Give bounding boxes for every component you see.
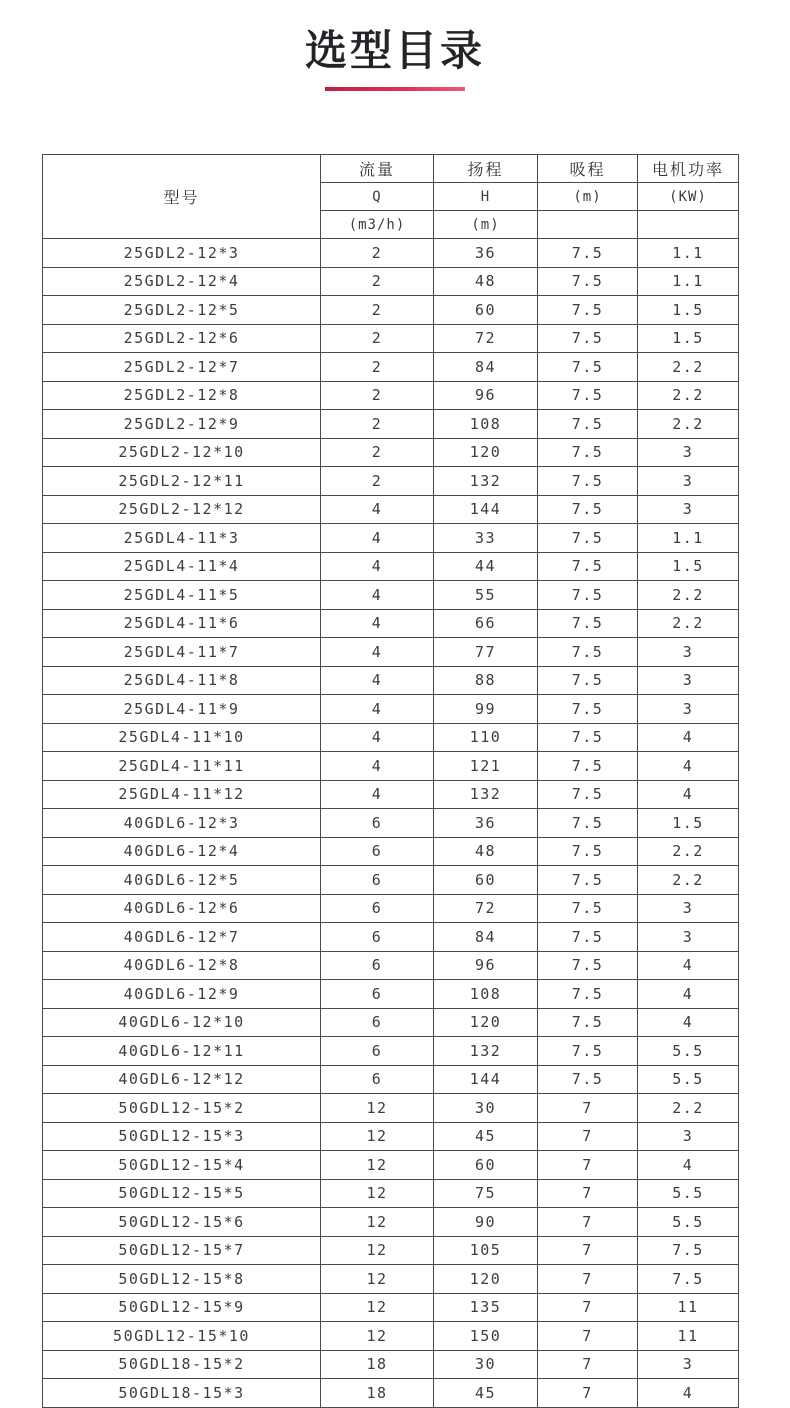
header-row-names — [43, 155, 739, 183]
cell-head: 132 — [434, 1037, 538, 1066]
cell-head: 60 — [434, 1151, 538, 1180]
table-row — [43, 837, 739, 866]
cell-model: 25GDL4-11*6 — [43, 609, 321, 638]
cell-model: 25GDL2-12*7 — [43, 353, 321, 382]
cell-suction: 7.5 — [538, 438, 638, 467]
cell-power: 11 — [638, 1293, 739, 1322]
cell-flow: 12 — [321, 1179, 434, 1208]
header-flow-symbol: Q — [321, 183, 434, 211]
cell-model: 25GDL2-12*11 — [43, 467, 321, 496]
cell-model: 50GDL12-15*4 — [43, 1151, 321, 1180]
cell-suction: 7.5 — [538, 1008, 638, 1037]
cell-flow: 6 — [321, 1008, 434, 1037]
cell-flow: 6 — [321, 951, 434, 980]
cell-model: 25GDL4-11*5 — [43, 581, 321, 610]
cell-head: 120 — [434, 1265, 538, 1294]
cell-model: 25GDL4-11*11 — [43, 752, 321, 781]
cell-power: 11 — [638, 1322, 739, 1351]
cell-flow: 4 — [321, 695, 434, 724]
header-suction-name: 吸程 — [538, 155, 638, 183]
cell-flow: 6 — [321, 809, 434, 838]
cell-power: 1.5 — [638, 324, 739, 353]
cell-model: 25GDL2-12*5 — [43, 296, 321, 325]
cell-model: 40GDL6-12*6 — [43, 894, 321, 923]
cell-power: 3 — [638, 894, 739, 923]
cell-head: 108 — [434, 410, 538, 439]
cell-power: 2.2 — [638, 581, 739, 610]
cell-flow: 2 — [321, 267, 434, 296]
cell-head: 36 — [434, 809, 538, 838]
cell-suction: 7.5 — [538, 324, 638, 353]
cell-flow: 4 — [321, 752, 434, 781]
cell-head: 132 — [434, 467, 538, 496]
cell-flow: 2 — [321, 324, 434, 353]
cell-power: 3 — [638, 467, 739, 496]
table-row — [43, 695, 739, 724]
table-row — [43, 267, 739, 296]
table-row — [43, 1008, 739, 1037]
cell-power: 2.2 — [638, 353, 739, 382]
cell-flow: 2 — [321, 438, 434, 467]
cell-flow: 12 — [321, 1293, 434, 1322]
cell-power: 1.5 — [638, 296, 739, 325]
cell-suction: 7 — [538, 1094, 638, 1123]
table-row — [43, 324, 739, 353]
cell-model: 50GDL12-15*2 — [43, 1094, 321, 1123]
cell-head: 88 — [434, 666, 538, 695]
cell-flow: 12 — [321, 1265, 434, 1294]
cell-suction: 7.5 — [538, 353, 638, 382]
table-row — [43, 1236, 739, 1265]
cell-flow: 4 — [321, 524, 434, 553]
cell-power: 2.2 — [638, 381, 739, 410]
cell-model: 50GDL12-15*5 — [43, 1179, 321, 1208]
cell-head: 150 — [434, 1322, 538, 1351]
cell-model: 50GDL12-15*9 — [43, 1293, 321, 1322]
cell-flow: 4 — [321, 609, 434, 638]
cell-head: 135 — [434, 1293, 538, 1322]
cell-head: 144 — [434, 1065, 538, 1094]
cell-flow: 4 — [321, 666, 434, 695]
header-suction-unit — [538, 211, 638, 239]
cell-suction: 7.5 — [538, 609, 638, 638]
cell-power: 2.2 — [638, 609, 739, 638]
cell-model: 50GDL12-15*8 — [43, 1265, 321, 1294]
cell-suction: 7.5 — [538, 780, 638, 809]
cell-model: 25GDL2-12*3 — [43, 239, 321, 268]
cell-power: 3 — [638, 638, 739, 667]
cell-head: 90 — [434, 1208, 538, 1237]
cell-head: 99 — [434, 695, 538, 724]
cell-model: 40GDL6-12*8 — [43, 951, 321, 980]
selection-table — [42, 154, 739, 1408]
cell-flow: 2 — [321, 381, 434, 410]
cell-head: 55 — [434, 581, 538, 610]
table-row — [43, 1322, 739, 1351]
cell-power: 5.5 — [638, 1037, 739, 1066]
cell-head: 30 — [434, 1350, 538, 1379]
cell-suction: 7.5 — [538, 809, 638, 838]
cell-power: 1.5 — [638, 809, 739, 838]
table-row — [43, 638, 739, 667]
cell-model: 25GDL4-11*10 — [43, 723, 321, 752]
cell-head: 96 — [434, 381, 538, 410]
cell-head: 66 — [434, 609, 538, 638]
cell-head: 33 — [434, 524, 538, 553]
cell-power: 4 — [638, 980, 739, 1009]
table-row — [43, 780, 739, 809]
header-suction-symbol: (m) — [538, 183, 638, 211]
table-row — [43, 524, 739, 553]
cell-power: 3 — [638, 1122, 739, 1151]
cell-head: 36 — [434, 239, 538, 268]
table-row — [43, 894, 739, 923]
cell-suction: 7.5 — [538, 980, 638, 1009]
cell-power: 1.5 — [638, 552, 739, 581]
cell-power: 5.5 — [638, 1179, 739, 1208]
cell-suction: 7.5 — [538, 723, 638, 752]
cell-flow: 12 — [321, 1208, 434, 1237]
cell-flow: 18 — [321, 1350, 434, 1379]
cell-suction: 7.5 — [538, 666, 638, 695]
table-row — [43, 866, 739, 895]
cell-suction: 7.5 — [538, 495, 638, 524]
cell-flow: 2 — [321, 239, 434, 268]
cell-suction: 7 — [538, 1122, 638, 1151]
cell-head: 60 — [434, 866, 538, 895]
table-row — [43, 581, 739, 610]
cell-suction: 7 — [538, 1208, 638, 1237]
cell-power: 1.1 — [638, 524, 739, 553]
table-row — [43, 923, 739, 952]
cell-model: 25GDL2-12*10 — [43, 438, 321, 467]
cell-model: 50GDL12-15*10 — [43, 1322, 321, 1351]
cell-flow: 6 — [321, 1037, 434, 1066]
cell-model: 40GDL6-12*4 — [43, 837, 321, 866]
cell-suction: 7.5 — [538, 581, 638, 610]
table-row — [43, 1179, 739, 1208]
cell-model: 40GDL6-12*5 — [43, 866, 321, 895]
cell-power: 3 — [638, 695, 739, 724]
cell-power: 3 — [638, 438, 739, 467]
cell-suction: 7.5 — [538, 837, 638, 866]
cell-model: 40GDL6-12*12 — [43, 1065, 321, 1094]
cell-power: 1.1 — [638, 239, 739, 268]
table-row — [43, 467, 739, 496]
cell-head: 108 — [434, 980, 538, 1009]
cell-flow: 12 — [321, 1094, 434, 1123]
cell-head: 120 — [434, 438, 538, 467]
page-title: 选型目录 — [304, 27, 485, 74]
table-row — [43, 752, 739, 781]
cell-head: 110 — [434, 723, 538, 752]
cell-flow: 4 — [321, 495, 434, 524]
table-row — [43, 495, 739, 524]
table-row — [43, 296, 739, 325]
cell-flow: 4 — [321, 552, 434, 581]
cell-model: 25GDL4-11*4 — [43, 552, 321, 581]
header-model: 型号 — [43, 155, 321, 239]
cell-suction: 7 — [538, 1322, 638, 1351]
table-row — [43, 1208, 739, 1237]
header-power-unit — [638, 211, 739, 239]
cell-head: 60 — [434, 296, 538, 325]
header-head-name: 扬程 — [434, 155, 538, 183]
cell-model: 25GDL4-11*9 — [43, 695, 321, 724]
cell-flow: 2 — [321, 467, 434, 496]
cell-model: 25GDL4-11*3 — [43, 524, 321, 553]
cell-power: 3 — [638, 666, 739, 695]
cell-model: 50GDL12-15*6 — [43, 1208, 321, 1237]
cell-head: 48 — [434, 837, 538, 866]
cell-power: 7.5 — [638, 1265, 739, 1294]
cell-head: 84 — [434, 353, 538, 382]
table-row — [43, 1122, 739, 1151]
cell-suction: 7 — [538, 1179, 638, 1208]
cell-power: 7.5 — [638, 1236, 739, 1265]
table-row — [43, 1094, 739, 1123]
table-row — [43, 438, 739, 467]
cell-power: 2.2 — [638, 866, 739, 895]
cell-model: 25GDL2-12*8 — [43, 381, 321, 410]
cell-flow: 6 — [321, 923, 434, 952]
header-flow-name: 流量 — [321, 155, 434, 183]
cell-head: 44 — [434, 552, 538, 581]
table-row — [43, 410, 739, 439]
cell-flow: 6 — [321, 894, 434, 923]
table-row — [43, 1293, 739, 1322]
table-row — [43, 1350, 739, 1379]
table-row — [43, 1379, 739, 1408]
cell-suction: 7 — [538, 1379, 638, 1408]
cell-flow: 6 — [321, 980, 434, 1009]
cell-flow: 4 — [321, 638, 434, 667]
cell-suction: 7.5 — [538, 410, 638, 439]
cell-flow: 4 — [321, 723, 434, 752]
cell-head: 132 — [434, 780, 538, 809]
cell-model: 40GDL6-12*7 — [43, 923, 321, 952]
cell-suction: 7.5 — [538, 1037, 638, 1066]
cell-head: 45 — [434, 1122, 538, 1151]
cell-model: 25GDL2-12*6 — [43, 324, 321, 353]
header-flow-unit: (m3/h) — [321, 211, 434, 239]
cell-head: 144 — [434, 495, 538, 524]
table-row — [43, 666, 739, 695]
cell-power: 5.5 — [638, 1065, 739, 1094]
cell-flow: 12 — [321, 1151, 434, 1180]
table-row — [43, 809, 739, 838]
cell-head: 72 — [434, 894, 538, 923]
cell-head: 48 — [434, 267, 538, 296]
cell-power: 4 — [638, 723, 739, 752]
cell-flow: 6 — [321, 837, 434, 866]
header-head-unit: (m) — [434, 211, 538, 239]
cell-head: 75 — [434, 1179, 538, 1208]
title-underline — [325, 87, 465, 91]
title-block — [0, 0, 790, 91]
cell-power: 4 — [638, 951, 739, 980]
cell-flow: 2 — [321, 410, 434, 439]
cell-suction: 7.5 — [538, 951, 638, 980]
cell-flow: 4 — [321, 780, 434, 809]
cell-flow: 2 — [321, 353, 434, 382]
table-row — [43, 381, 739, 410]
cell-head: 77 — [434, 638, 538, 667]
table-row — [43, 1265, 739, 1294]
table-header — [43, 155, 739, 239]
cell-power: 1.1 — [638, 267, 739, 296]
cell-model: 50GDL18-15*2 — [43, 1350, 321, 1379]
cell-suction: 7 — [538, 1293, 638, 1322]
cell-suction: 7.5 — [538, 552, 638, 581]
cell-suction: 7.5 — [538, 381, 638, 410]
table-row — [43, 239, 739, 268]
cell-power: 4 — [638, 752, 739, 781]
cell-model: 25GDL2-12*9 — [43, 410, 321, 439]
cell-suction: 7 — [538, 1236, 638, 1265]
cell-model: 40GDL6-12*11 — [43, 1037, 321, 1066]
header-power-name: 电机功率 — [638, 155, 739, 183]
table-row — [43, 1037, 739, 1066]
cell-suction: 7.5 — [538, 923, 638, 952]
cell-flow: 12 — [321, 1122, 434, 1151]
table-row — [43, 723, 739, 752]
cell-suction: 7.5 — [538, 467, 638, 496]
table-row — [43, 980, 739, 1009]
cell-suction: 7.5 — [538, 524, 638, 553]
cell-power: 2.2 — [638, 837, 739, 866]
cell-model: 25GDL2-12*12 — [43, 495, 321, 524]
cell-model: 50GDL18-15*3 — [43, 1379, 321, 1408]
cell-suction: 7 — [538, 1350, 638, 1379]
table-row — [43, 951, 739, 980]
cell-suction: 7.5 — [538, 894, 638, 923]
table-row — [43, 552, 739, 581]
cell-suction: 7 — [538, 1151, 638, 1180]
cell-power: 4 — [638, 1008, 739, 1037]
cell-flow: 12 — [321, 1236, 434, 1265]
cell-power: 3 — [638, 1350, 739, 1379]
cell-model: 25GDL2-12*4 — [43, 267, 321, 296]
cell-power: 3 — [638, 923, 739, 952]
cell-suction: 7.5 — [538, 638, 638, 667]
cell-head: 30 — [434, 1094, 538, 1123]
cell-flow: 6 — [321, 866, 434, 895]
cell-suction: 7 — [538, 1265, 638, 1294]
cell-power: 3 — [638, 495, 739, 524]
cell-head: 121 — [434, 752, 538, 781]
cell-suction: 7.5 — [538, 695, 638, 724]
cell-head: 105 — [434, 1236, 538, 1265]
cell-power: 2.2 — [638, 410, 739, 439]
cell-head: 120 — [434, 1008, 538, 1037]
cell-suction: 7.5 — [538, 752, 638, 781]
cell-flow: 12 — [321, 1322, 434, 1351]
table-row — [43, 1151, 739, 1180]
cell-head: 72 — [434, 324, 538, 353]
cell-suction: 7.5 — [538, 296, 638, 325]
cell-model: 40GDL6-12*10 — [43, 1008, 321, 1037]
cell-head: 84 — [434, 923, 538, 952]
cell-model: 25GDL4-11*7 — [43, 638, 321, 667]
header-power-symbol: (KW) — [638, 183, 739, 211]
cell-head: 45 — [434, 1379, 538, 1408]
cell-power: 4 — [638, 1379, 739, 1408]
cell-suction: 7.5 — [538, 1065, 638, 1094]
table-row — [43, 609, 739, 638]
cell-power: 2.2 — [638, 1094, 739, 1123]
cell-flow: 6 — [321, 1065, 434, 1094]
cell-model: 25GDL4-11*8 — [43, 666, 321, 695]
cell-suction: 7.5 — [538, 239, 638, 268]
cell-model: 50GDL12-15*7 — [43, 1236, 321, 1265]
header-head-symbol: H — [434, 183, 538, 211]
cell-suction: 7.5 — [538, 866, 638, 895]
cell-power: 5.5 — [638, 1208, 739, 1237]
cell-model: 40GDL6-12*3 — [43, 809, 321, 838]
cell-power: 4 — [638, 1151, 739, 1180]
cell-power: 4 — [638, 780, 739, 809]
table-row — [43, 353, 739, 382]
cell-flow: 4 — [321, 581, 434, 610]
table-row — [43, 1065, 739, 1094]
cell-flow: 2 — [321, 296, 434, 325]
cell-model: 25GDL4-11*12 — [43, 780, 321, 809]
cell-model: 40GDL6-12*9 — [43, 980, 321, 1009]
cell-head: 96 — [434, 951, 538, 980]
cell-flow: 18 — [321, 1379, 434, 1408]
cell-suction: 7.5 — [538, 267, 638, 296]
cell-model: 50GDL12-15*3 — [43, 1122, 321, 1151]
table-body — [43, 239, 739, 1408]
